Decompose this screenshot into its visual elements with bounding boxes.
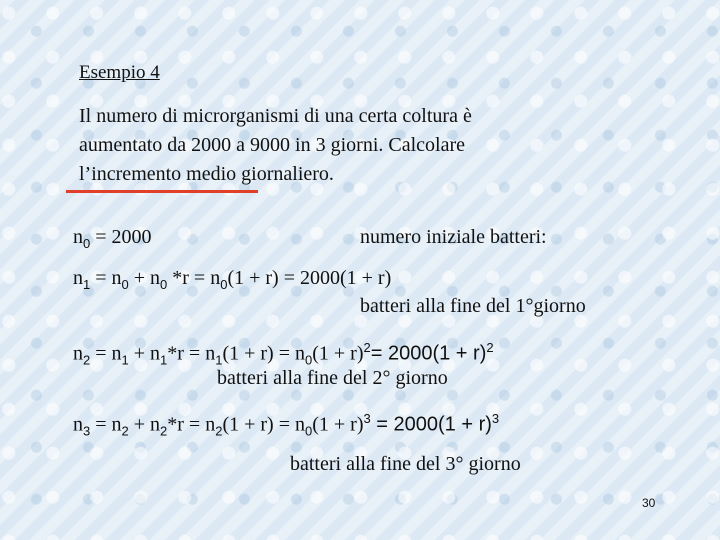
problem-line: l’incremento medio giornaliero. bbox=[79, 163, 334, 185]
note-n1: batteri alla fine del 1°giorno bbox=[360, 295, 586, 317]
problem-line: Il numero di microrganismi di una certa coltura è bbox=[79, 105, 472, 127]
equation-n3: $n_3 = n_2 + n_2*r = n_2(1 + r) = n_0(1 + r)^3 = 2000(1 + r)^3$ bbox=[73, 411, 500, 439]
problem-line: aumentato da 2000 a 9000 in 3 giorni. Calcolare bbox=[79, 134, 466, 156]
problem-statement bbox=[79, 102, 569, 189]
note-n2: batteri alla fine del 2° giorno bbox=[217, 367, 448, 389]
equation-n2: $n_2 = n_1 + n_1*r = n_1(1 + r) = n_0(1 + r)^2= 2000(1 + r)^2$ bbox=[73, 340, 494, 368]
page-number: 30 bbox=[642, 496, 656, 510]
equation-n1: $n_1 = n_0 + n_0$ $*r = n_0(1 + r) = 2000(1 + r)$ bbox=[73, 267, 392, 292]
note-n0: numero iniziale batteri: bbox=[360, 226, 547, 248]
equation-n0: $n_0 = 2000$ bbox=[73, 226, 152, 251]
note-n3: batteri alla fine del 3° giorno bbox=[290, 453, 521, 475]
red-underline bbox=[66, 190, 258, 193]
slide-title: Esempio 4 bbox=[79, 62, 160, 83]
